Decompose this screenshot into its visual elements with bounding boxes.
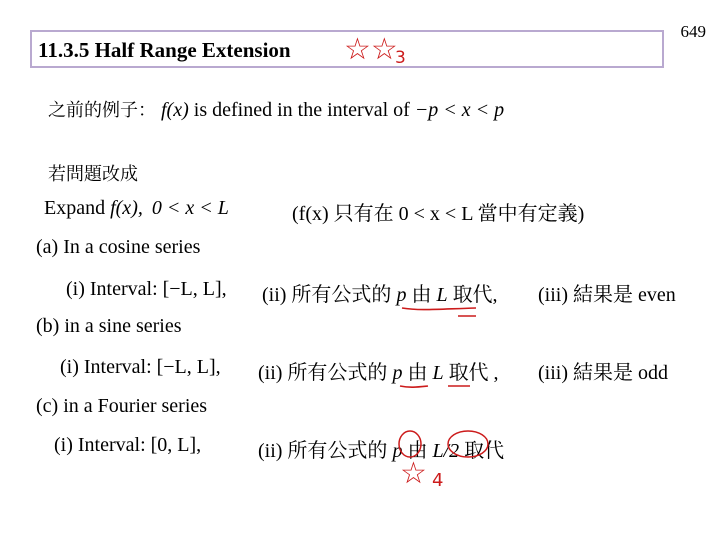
expand-range: 0 < x < L <box>151 197 229 219</box>
section-c-rule-prefix: (ii) 所有公式的 <box>258 440 388 462</box>
section-b-rule-prefix: (ii) 所有公式的 <box>258 362 388 384</box>
section-b-rule-repl: L <box>432 362 444 384</box>
expand-label: Expand <box>44 197 106 219</box>
handwritten-star-c: ☆ <box>400 456 427 491</box>
section-b-rule-suffix: 取代 , <box>448 362 499 384</box>
intro-prefix: 之前的例子： <box>48 100 156 121</box>
handwritten-stars: ☆☆ <box>344 32 398 67</box>
section-b-rule-var: p <box>392 362 403 384</box>
handwritten-number: 3 <box>395 48 406 68</box>
section-a-interval: (i) Interval: [−L, L], <box>66 278 227 300</box>
section-a-result: (iii) 結果是 even <box>538 284 676 306</box>
underline-b <box>400 386 428 387</box>
handwritten-number-c: 4 <box>432 470 444 491</box>
expand-func: f(x), <box>110 197 143 219</box>
circle-l2-c <box>448 431 488 457</box>
section-a-heading: (a) In a cosine series <box>36 236 201 258</box>
section-c-rule-var: p <box>392 440 403 462</box>
section-c-interval: (i) Interval: [0, L], <box>54 434 202 456</box>
section-c-rule-suffix: 取代 <box>464 440 505 462</box>
section-c-rule-repl: L/2 <box>432 440 460 462</box>
problem-change: 若問題改成 <box>48 164 138 185</box>
section-a-rule-var: p <box>396 284 407 306</box>
section-a-rule-mid: 由 <box>411 284 432 306</box>
section-c-heading: (c) in a Fourier series <box>36 395 208 417</box>
section-b-rule-mid: 由 <box>407 362 428 384</box>
section-a-rule-suffix: 取代, <box>452 284 498 306</box>
section-c-rule-mid: 由 <box>407 440 428 462</box>
section-b-heading: (b) in a sine series <box>36 315 182 337</box>
section-b-interval: (i) Interval: [−L, L], <box>60 356 221 378</box>
page-number: 649 <box>680 22 706 41</box>
intro-func: f(x) <box>161 99 189 121</box>
intro-interval: −p < x < p <box>414 99 505 121</box>
underline-a <box>402 308 476 310</box>
circle-p-c <box>399 431 421 457</box>
section-a-rule-repl: L <box>436 284 448 306</box>
section-b-result: (iii) 結果是 odd <box>538 362 668 384</box>
section-a-rule-prefix: (ii) 所有公式的 <box>262 284 392 306</box>
expand-note: (f(x) 只有在 0 < x < L 當中有定義) <box>292 203 585 225</box>
intro-text: is defined in the interval of <box>193 99 410 121</box>
page-title: 11.3.5 Half Range Extension <box>38 38 291 62</box>
